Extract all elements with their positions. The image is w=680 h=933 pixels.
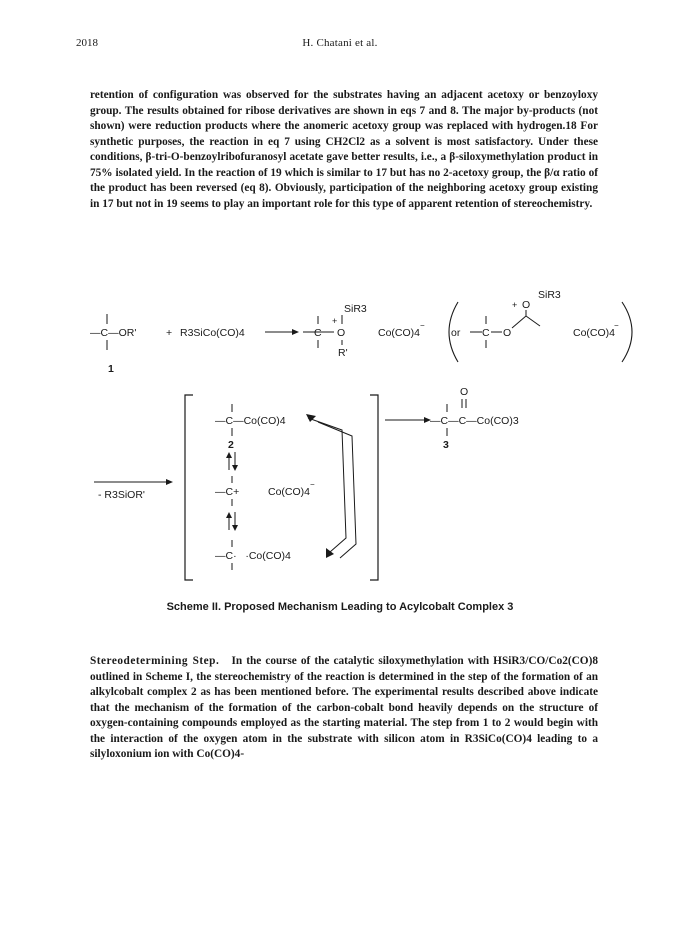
compound-label-2: 2 xyxy=(228,439,234,451)
page-number: 2018 xyxy=(76,37,98,49)
counter-anion-3: Co(CO)4 xyxy=(268,486,311,498)
counter-anion-2: Co(CO)4 xyxy=(573,327,616,339)
svg-text:−: − xyxy=(420,321,425,330)
compound-label-1: 1 xyxy=(108,363,114,375)
acyl-oxygen: O xyxy=(460,386,469,398)
svg-text:C: C xyxy=(482,327,490,339)
running-title: H. Chatani et al. xyxy=(302,37,378,49)
oxonium-r-prime: R' xyxy=(338,347,348,359)
alkylcobalt-formula: —C—Co(CO)4 xyxy=(215,415,286,427)
svg-text:O: O xyxy=(522,299,531,311)
section-heading: Stereodetermining Step. xyxy=(90,655,220,667)
acetoxonium-sir3: SiR3 xyxy=(538,290,561,301)
svg-text:O: O xyxy=(337,327,346,339)
acylcobalt-formula: —C—C—Co(CO)3 xyxy=(430,415,519,427)
svg-text:O: O xyxy=(503,327,512,339)
carbocation-formula: —C+ xyxy=(215,486,240,498)
svg-text:−: − xyxy=(614,321,619,330)
radical-pair-formula: —C· ·Co(CO)4 xyxy=(215,550,291,562)
body-paragraph-2 xyxy=(90,654,598,763)
elimination-label: - R3SiOR' xyxy=(98,489,145,501)
acetoxonium-charge: + xyxy=(512,300,518,310)
scheme-ii-diagram xyxy=(0,290,680,630)
reagent-formula: R3SiCo(CO)4 xyxy=(180,327,245,339)
body-paragraph-1: retention of configuration was observed for the substrates having an adjacent acetoxy or benzoyloxy group. The results obtained for ribose derivatives are shown in eqs 7 and 8. The major by-products (not shown) were reduction products where the anomeric acetoxy group was replaced with hydrogen.18 For synthetic purposes, the reaction in eq 7 using CH2Cl2 as a solvent is most satisfactory. Under these conditions, β-tri-O-benzoylribofuranosyl acetate gave better results, i.e., a β-siloxymethylation product in 75% isolated yield. In the reaction of 19 which is similar to 17 but has no 2-acetoxy group, the β/α ratio of the product has been reversed (eq 8). Obviously, participation of the neighboring acetoxy group existing in 17 but not in 19 seems to play an important role for this type of apparent retention of stereochemistry. xyxy=(90,89,598,210)
paragraph-2-text: In the course of the catalytic siloxymethylation with HSiR3/CO/Co2(CO)8 outlined in Scheme I, the stereochemistry of the reaction is determined in the step of the formation of an alkylcobalt complex 2 as has been mentioned before. The experimental results described above indicate that the mechanism of the formation of the carbon-cobalt bond heavily depends on the structure of oxygen-containing compounds employed as the starting material. The step from 1 to 2 would begin with the interaction of the oxygen atom in the substrate with silicon atom in R3SiCo(CO)4 leading to a silyloxonium ion with Co(CO)4- xyxy=(90,655,598,761)
svg-text:−: − xyxy=(310,480,315,489)
svg-text:C: C xyxy=(314,327,322,339)
compound-label-3: 3 xyxy=(443,439,449,451)
or-label: or xyxy=(451,327,461,339)
oxonium-sir3: SiR3 xyxy=(344,303,367,315)
plus-sign: + xyxy=(166,327,173,339)
reactant-formula: —C—OR' xyxy=(90,327,137,339)
oxonium-charge: + xyxy=(332,316,338,326)
scheme-caption: Scheme II. Proposed Mechanism Leading to Acylcobalt Complex 3 xyxy=(166,601,514,613)
page-header xyxy=(76,37,604,55)
counter-anion-1: Co(CO)4 xyxy=(378,327,421,339)
